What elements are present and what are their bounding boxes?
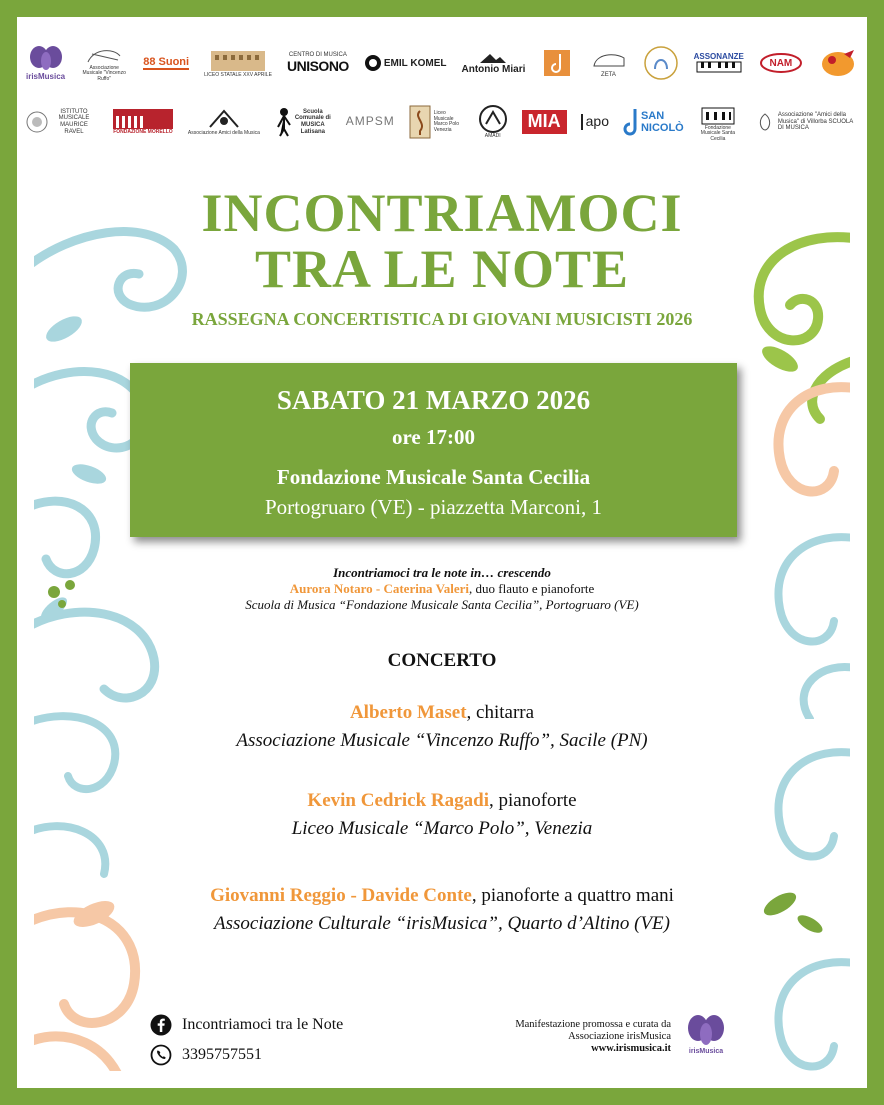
- logo-amadi: [478, 104, 508, 140]
- red-keyboard-icon: [112, 108, 174, 130]
- intro-performer-role: , duo flauto e pianoforte: [469, 581, 595, 596]
- logo-88suoni-text: 88 Suoni: [143, 56, 189, 70]
- logo-irismusica: [26, 45, 65, 82]
- logo-assonanze-text: ASSONANZE: [693, 51, 744, 61]
- logo-nam-text: NAM: [769, 57, 793, 69]
- facebook-page-name: Incontriamoci tra le Note: [182, 1016, 344, 1033]
- facebook-icon: [150, 1014, 172, 1036]
- performer-role: , pianoforte: [488, 790, 577, 811]
- logo-ravel-text: ISTITUTO MUSICALE MAURICE RAVEL: [58, 108, 90, 135]
- performer-name: Giovanni Reggio - Davide Conte: [210, 885, 472, 906]
- logo-unisono: [287, 52, 349, 74]
- logo-zeta: [590, 48, 628, 79]
- performer-role: , chitarra: [466, 702, 535, 723]
- logo-antonio-miari-text: Antonio Miari: [461, 63, 526, 75]
- building-icon: [209, 47, 267, 73]
- guitar-sketch-icon: [84, 44, 124, 66]
- circle-music-icon: [643, 45, 679, 81]
- logo-liceo-xxv-aprile: [204, 47, 272, 79]
- phone-contact[interactable]: [150, 1042, 343, 1068]
- promo-line-2: Associazione irisMusica: [568, 1031, 671, 1042]
- event-subtitle: RASSEGNA CONCERTISTICA DI GIOVANI MUSICISTI 2026: [191, 309, 693, 329]
- bird-icon: [818, 46, 858, 80]
- event-info-box: [130, 363, 737, 537]
- mountain-icon: [478, 52, 508, 64]
- logo-zeta-text: ZETA: [601, 71, 616, 78]
- dancer-icon: [274, 107, 294, 137]
- promoter-info: [515, 1019, 671, 1055]
- logo-latisana-text: Scuola Comunale di MUSICA Latisana: [294, 108, 331, 135]
- villorba-leaf-icon: [755, 112, 775, 132]
- iris-flower-icon: [686, 1014, 726, 1048]
- promo-website[interactable]: www.irismusica.it: [591, 1043, 671, 1054]
- performer-2: [0, 787, 884, 843]
- logo-ruffo-text: Associazione Musicale "Vincenzo Ruffo": [82, 64, 126, 82]
- logo-istituto-ravel: [26, 109, 98, 135]
- logo-ruffo: [80, 44, 128, 83]
- intro-section: [0, 565, 884, 613]
- promo-logo-text: irisMusica: [688, 1048, 724, 1055]
- logo-emil-komel: [364, 54, 447, 72]
- music-note-icon: [540, 46, 574, 80]
- contacts: [150, 1012, 343, 1072]
- logo-liceo-marco-polo: [409, 105, 464, 139]
- logo-morello-text: FONDAZIONE MORELLO: [113, 129, 173, 136]
- instruments-icon: [204, 107, 244, 131]
- iris-flower-icon: [28, 45, 64, 73]
- promo-line-1: Manifestazione promossa e curata da: [515, 1019, 671, 1030]
- performer-name: Kevin Cedrick Ragadi: [307, 790, 489, 811]
- intro-performers: [0, 581, 884, 597]
- ravel-circle-icon: [26, 111, 48, 133]
- piano-sketch-icon: [590, 48, 628, 72]
- title-line-1: INCONTRIAMOCI: [201, 183, 683, 243]
- event-title: [0, 185, 884, 297]
- sponsor-logos-row-2: [26, 96, 858, 148]
- keyboard-icon: [696, 61, 742, 73]
- title-line-2: TRA LE NOTE: [254, 239, 630, 299]
- event-date: SABATO 21 MARZO 2026: [276, 385, 591, 415]
- logo-gandino-text: Associazione Amici della Musica: [187, 130, 260, 137]
- performer-name: Alberto Maset: [349, 702, 467, 723]
- logo-orange-bird: [818, 46, 858, 80]
- logo-apo: [581, 114, 609, 129]
- performer-org: Associazione Culturale “irisMusica”, Quarto d’Altino (VE): [214, 913, 670, 934]
- logo-mia: [522, 110, 567, 134]
- logo-marco-polo-text: Liceo Musicale Marco Polo Venezia: [433, 110, 460, 133]
- blue-note-icon: [623, 107, 641, 137]
- logo-apo-text: apo: [581, 114, 609, 129]
- intro-performer-names: Aurora Notaro - Caterina Valeri: [289, 581, 470, 596]
- phone-icon: [150, 1044, 172, 1066]
- logo-amici-musica-villorba: [755, 112, 858, 132]
- logo-orange-note: [540, 46, 574, 80]
- logo-liceo-text: LICEO STATALE XXV APRILE: [204, 72, 272, 79]
- performer-role: , pianoforte a quattro mani: [471, 885, 674, 906]
- logo-ampsm: [346, 115, 395, 128]
- logo-san-nicolo-text: SAN NICOLÒ: [640, 109, 684, 134]
- logo-ampsm-text: AMPSM: [345, 114, 395, 129]
- logo-villorba-text: Associazione "Amici della Musica" di Villorba SCUOLA DI MUSICA: [777, 112, 853, 132]
- amadi-circle-icon: [478, 104, 508, 134]
- performer-org: Liceo Musicale “Marco Polo”, Venezia: [291, 818, 593, 839]
- logo-unisono-text: UNISONO: [286, 57, 349, 74]
- logo-nam: [759, 52, 803, 74]
- logo-circle-m: [643, 45, 679, 81]
- logo-assonanze: [694, 53, 744, 74]
- treble-clef-icon: [409, 105, 431, 139]
- logo-san-nicolo: [623, 107, 684, 137]
- logo-amadi-text: AMADI: [484, 133, 501, 140]
- intro-school: Scuola di Musica “Fondazione Musicale Santa Cecilia”, Portogruaro (VE): [245, 597, 639, 612]
- performer-3: [0, 882, 884, 938]
- concert-heading: CONCERTO: [387, 650, 497, 671]
- logo-irismusica-text: irisMusica: [26, 71, 66, 81]
- sponsor-logos-row-1: [26, 38, 858, 88]
- logo-88suoni: [143, 56, 189, 70]
- phone-number: 3395757551: [182, 1046, 262, 1063]
- intro-heading: Incontriamoci tra le note in… crescendo: [333, 565, 551, 580]
- logo-cecilia-text: Fondazione Musicale Santa Cecilia: [700, 124, 735, 142]
- logo-unisono-sub: CENTRO DI MUSICA: [288, 52, 347, 58]
- logo-amici-musica-gandino: [188, 107, 260, 137]
- logo-scuola-latisana: [274, 107, 332, 137]
- logo-emil-komel-text: EMIL KOMEL: [383, 57, 447, 69]
- event-address: Portogruaro (VE) - piazzetta Marconi, 1: [264, 495, 603, 519]
- logo-fondazione-morello: [112, 108, 174, 136]
- performer-1: [0, 699, 884, 755]
- event-venue: Fondazione Musicale Santa Cecilia: [276, 465, 591, 489]
- komel-circle-icon: [364, 54, 382, 72]
- event-time: ore 17:00: [391, 425, 475, 449]
- facebook-contact[interactable]: [150, 1012, 343, 1038]
- logo-fondazione-santa-cecilia: [695, 102, 741, 143]
- logo-antonio-miari: [462, 52, 526, 75]
- performer-org: Associazione Musicale “Vincenzo Ruffo”, Sacile (PN): [236, 730, 648, 751]
- cecilia-building-icon: [698, 102, 738, 126]
- logo-mia-text: MIA: [522, 110, 567, 134]
- promoter-logo: [683, 1014, 729, 1062]
